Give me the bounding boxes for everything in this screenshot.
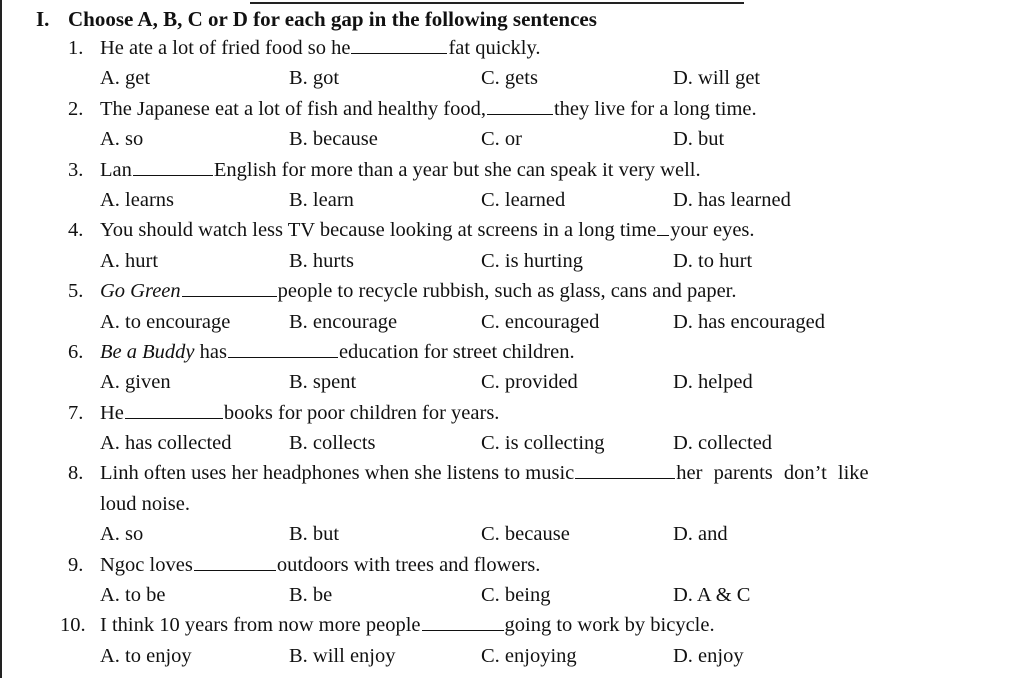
question-text-before-gap: Ngoc loves (100, 553, 193, 576)
option-c[interactable]: C. is collecting (481, 432, 605, 455)
question-stem (0, 155, 1024, 185)
option-d[interactable]: D. A & C (673, 584, 751, 607)
question-stem (0, 398, 1024, 428)
answer-blank[interactable] (351, 33, 447, 54)
answer-blank[interactable] (194, 550, 276, 571)
section-title: Choose A, B, C or D for each gap in the following sentences (68, 7, 597, 31)
option-c[interactable]: C. provided (481, 371, 578, 394)
option-a[interactable]: A. given (100, 371, 171, 394)
answer-blank[interactable] (422, 610, 504, 631)
answer-blank[interactable] (133, 155, 213, 176)
question-number: 5. (68, 280, 84, 303)
question-text-after-gap: going to work by bicycle. (504, 614, 715, 637)
question-text-after-gap: your eyes. (670, 219, 755, 242)
italic-name: Be a Buddy (100, 340, 195, 363)
answer-blank[interactable] (182, 276, 277, 297)
question-text-before-gap: He ate a lot of fried food so he (100, 37, 351, 59)
answer-options (0, 124, 1024, 154)
question-text (100, 33, 541, 63)
answer-options (0, 428, 1024, 458)
question-number: 7. (68, 401, 84, 424)
option-c[interactable]: C. encouraged (481, 310, 600, 333)
question-text-after-gap: education for street children. (338, 340, 575, 363)
question-stem (0, 550, 1024, 580)
option-a[interactable]: A. so (100, 128, 144, 151)
option-c[interactable]: C. or (481, 128, 522, 151)
question-stem (0, 215, 1024, 245)
question-text (100, 337, 575, 367)
question-text-continued: loud noise. (100, 492, 190, 515)
option-a[interactable]: A. hurt (100, 249, 159, 272)
question-text-before-gap: You should watch less TV because looking at screens in a long time (100, 219, 657, 242)
question-item (0, 398, 1024, 459)
question-item (0, 458, 1024, 549)
question-text-before-gap: Lan (100, 158, 132, 181)
question-stem (0, 337, 1024, 367)
question-number: 3. (68, 158, 84, 181)
question-text-before-gap: has (194, 340, 227, 363)
option-c[interactable]: C. because (481, 523, 570, 546)
option-d[interactable]: D. and (673, 523, 728, 546)
question-item (0, 94, 1024, 155)
option-d[interactable]: D. but (673, 128, 725, 151)
top-border-rule (250, 2, 744, 4)
answer-blank[interactable] (575, 458, 675, 479)
question-text-after-gap: outdoors with trees and flowers. (276, 553, 541, 576)
answer-blank[interactable] (125, 398, 223, 419)
section-heading (36, 5, 597, 33)
option-b[interactable]: B. collects (289, 432, 376, 455)
question-number: 4. (68, 219, 84, 242)
question-text-before-gap: Linh often uses her headphones when she listens to music (100, 462, 575, 485)
option-a[interactable]: A. to be (100, 584, 166, 607)
question-text-before-gap: He (100, 401, 124, 424)
option-a[interactable]: A. so (100, 523, 144, 546)
section-number: I. (36, 7, 50, 31)
question-number: 10. (60, 614, 86, 637)
answer-options (0, 519, 1024, 549)
answer-blank[interactable] (657, 215, 669, 236)
answer-options (0, 63, 1024, 93)
question-text (100, 155, 701, 185)
question-text-after-gap: people to recycle rubbish, such as glass, cans and paper. (277, 280, 737, 303)
option-b[interactable]: B. spent (289, 371, 357, 394)
option-b[interactable]: B. hurts (289, 249, 354, 272)
question-text (100, 94, 757, 124)
option-d[interactable]: D. has learned (673, 188, 791, 211)
option-c[interactable]: C. gets (481, 67, 538, 90)
option-a[interactable]: A. learns (100, 188, 175, 211)
option-c[interactable]: C. learned (481, 188, 566, 211)
question-text-before-gap: I think 10 years from now more people (100, 614, 421, 637)
question-text-after-gap: English for more than a year but she can speak it very well. (213, 158, 701, 181)
question-text-after-gap: they live for a long time. (553, 97, 757, 120)
option-d[interactable]: D. will get (673, 67, 761, 90)
option-a[interactable]: A. get (100, 67, 151, 90)
option-a[interactable]: A. has collected (100, 432, 232, 455)
question-item (0, 155, 1024, 216)
answer-options (0, 185, 1024, 215)
question-item (0, 276, 1024, 337)
question-item (0, 550, 1024, 611)
italic-name: Go Green (100, 280, 181, 303)
option-a[interactable]: A. to enjoy (100, 644, 192, 667)
question-number: 8. (68, 462, 84, 485)
answer-options (0, 246, 1024, 276)
answer-options (0, 580, 1024, 610)
option-b[interactable]: B. but (289, 523, 340, 546)
question-text (100, 215, 755, 245)
option-c[interactable]: C. being (481, 584, 551, 607)
question-text (100, 458, 869, 488)
question-stem (0, 458, 1024, 488)
question-item (0, 610, 1024, 671)
option-a[interactable]: A. to encourage (100, 310, 231, 333)
question-number: 2. (68, 97, 84, 120)
question-text-before-gap: The Japanese eat a lot of fish and healthy food, (100, 97, 486, 120)
question-item (0, 33, 1024, 94)
option-b[interactable]: B. learn (289, 188, 354, 211)
option-b[interactable]: B. will enjoy (289, 644, 396, 667)
question-text-after-gap: her parents don’t like (676, 462, 869, 485)
question-stem (0, 94, 1024, 124)
question-item (0, 337, 1024, 398)
option-d[interactable]: D. enjoy (673, 644, 744, 667)
option-d[interactable]: D. helped (673, 371, 753, 394)
question-text (100, 610, 715, 640)
option-b[interactable]: B. encourage (289, 310, 398, 333)
question-item (0, 215, 1024, 276)
answer-options (0, 641, 1024, 671)
option-b[interactable]: B. got (289, 67, 340, 90)
question-stem (0, 610, 1024, 640)
answer-options (0, 367, 1024, 397)
option-d[interactable]: D. has encouraged (673, 310, 825, 333)
question-text (100, 550, 540, 580)
question-text-after-gap: fat quickly. (448, 37, 541, 59)
option-c[interactable]: C. is hurting (481, 249, 583, 272)
question-stem (0, 276, 1024, 306)
answer-blank[interactable] (487, 94, 553, 115)
option-d[interactable]: D. collected (673, 432, 773, 455)
option-b[interactable]: B. because (289, 128, 378, 151)
answer-blank[interactable] (228, 337, 338, 358)
question-text (100, 398, 499, 428)
question-stem-continued (0, 489, 1024, 519)
option-d[interactable]: D. to hurt (673, 249, 753, 272)
question-number: 9. (68, 553, 84, 576)
option-c[interactable]: C. enjoying (481, 644, 577, 667)
question-list (0, 33, 1024, 671)
question-text (100, 276, 736, 306)
question-number: 6. (68, 340, 84, 363)
question-number: 1. (68, 37, 84, 59)
question-text-after-gap: books for poor children for years. (223, 401, 500, 424)
option-b[interactable]: B. be (289, 584, 333, 607)
answer-options (0, 307, 1024, 337)
question-stem (0, 33, 1024, 63)
